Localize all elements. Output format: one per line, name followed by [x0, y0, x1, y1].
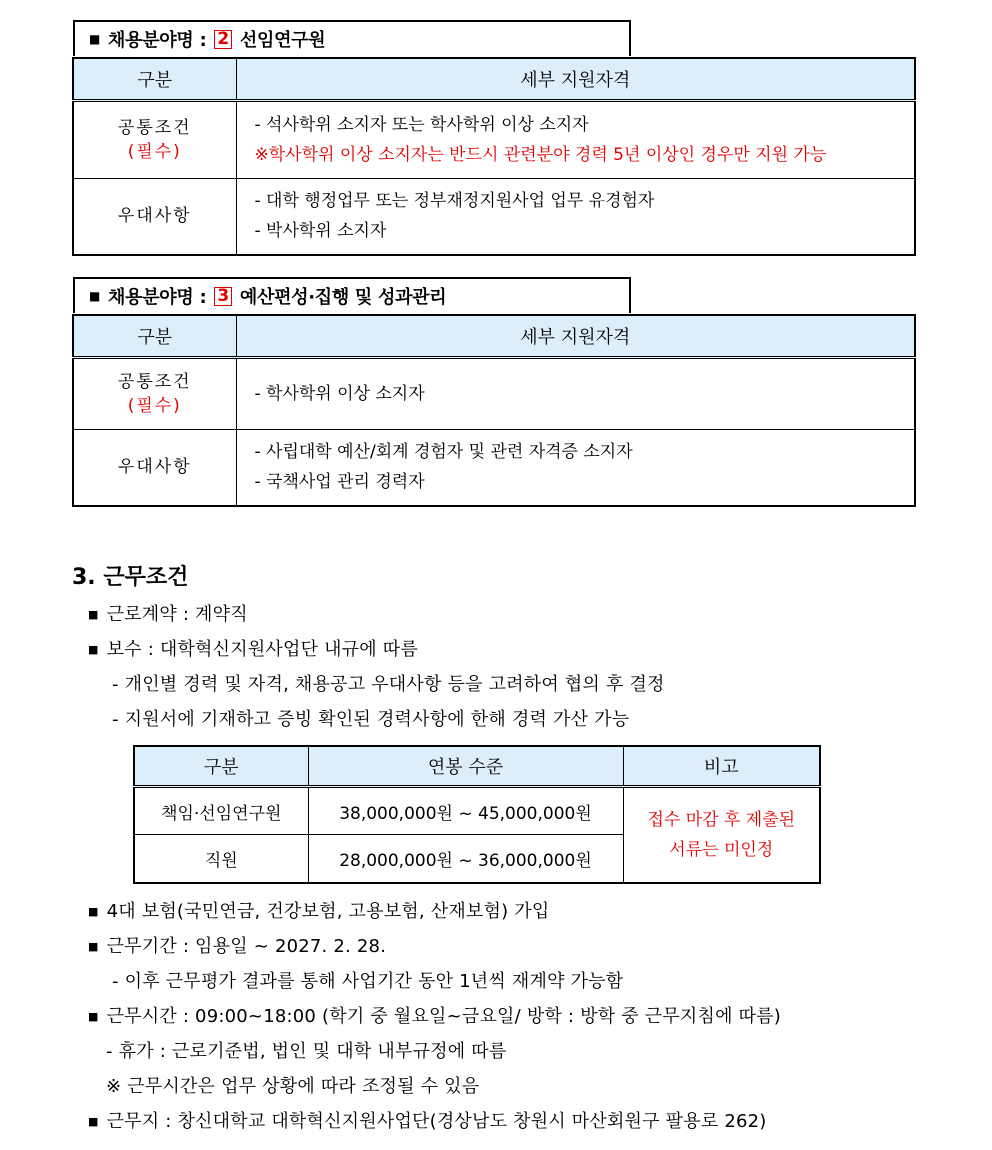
detail-line: - 대학 행정업무 또는 정부재정지원사업 업무 유경험자: [254, 191, 655, 212]
table-row: [73, 358, 915, 430]
detail-line: - 박사학위 소지자: [254, 221, 387, 242]
label-common: 공통조건: [117, 118, 192, 138]
field-number-badge: 3: [214, 287, 232, 306]
field-name: 선임연구원: [239, 30, 326, 51]
label-required: (필수): [127, 396, 182, 416]
salary-category: 직원: [134, 835, 308, 883]
header-detail: 세부 지원자격: [236, 58, 915, 101]
header-category: 구분: [73, 315, 236, 358]
insurance-text: 4대 보험(국민연금, 건강보험, 고용보험, 산재보험) 가입: [106, 901, 550, 922]
pay-sub-1: - 개인별 경력 및 자격, 채용공고 우대사항 등을 고려하여 협의 후 결정: [112, 674, 665, 695]
list-item: [88, 1002, 781, 1028]
square-bullet-icon: ■: [88, 940, 99, 953]
section-title: 3. 근무조건: [72, 565, 189, 590]
field-name: 예산편성·집행 및 성과관리: [239, 287, 447, 308]
field-tab-3: [73, 277, 631, 313]
header-category: 구분: [134, 746, 308, 787]
qualification-table-3: [72, 314, 916, 507]
row-label: [73, 101, 236, 179]
field-number-badge: 2: [214, 30, 232, 49]
square-bullet-icon: ■: [89, 289, 101, 303]
square-bullet-icon: ■: [88, 643, 99, 656]
note-line: 서류는 미인정: [669, 839, 774, 860]
list-item: [88, 897, 549, 923]
hours-text: 근무시간 : 09:00~18:00 (학기 중 월요일~금요일/ 방학 : 방학 중 근무지침에 따름): [106, 1006, 781, 1027]
detail-line: - 국책사업 관리 경력자: [254, 472, 425, 493]
list-item: [88, 635, 418, 661]
table-row: [73, 101, 915, 179]
table-row: [73, 430, 915, 506]
header-note: 비고: [623, 746, 820, 787]
field-label: 채용분야명 :: [108, 30, 207, 51]
list-item: [88, 600, 248, 626]
header-category: 구분: [73, 58, 236, 101]
field-tab-2: [73, 20, 631, 56]
row-label: 우대사항: [73, 430, 236, 506]
contract-text: 근로계약 : 계약직: [106, 604, 248, 625]
detail-line: - 학사학위 이상 소지자: [254, 384, 425, 404]
square-bullet-icon: ■: [89, 32, 101, 46]
pay-sub-2: - 지원서에 기재하고 증빙 확인된 경력사항에 한해 경력 가산 가능: [112, 709, 630, 730]
label-required: (필수): [127, 142, 182, 162]
field-label: 채용분야명 :: [108, 287, 207, 308]
note-line: 접수 마감 후 제출된: [647, 809, 796, 830]
period-text: 근무기간 : 임용일 ~ 2027. 2. 28.: [106, 936, 387, 957]
detail-line: - 석사학위 소지자 또는 학사학위 이상 소지자: [254, 115, 589, 135]
list-item: [88, 1107, 767, 1133]
salary-range: 28,000,000원 ~ 36,000,000원: [308, 835, 623, 883]
salary-note: [623, 787, 820, 883]
detail-warning: ※학사학위 이상 소지자는 반드시 관련분야 경력 5년 이상인 경우만 지원 가능: [254, 145, 827, 165]
square-bullet-icon: ■: [88, 905, 99, 918]
row-label: [73, 358, 236, 430]
period-sub: - 이후 근무평가 결과를 통해 사업기간 동안 1년씩 재계약 가능함: [112, 971, 624, 992]
detail-line: - 사립대학 예산/회계 경험자 및 관련 자격증 소지자: [254, 442, 633, 463]
label-common: 공통조건: [117, 372, 192, 392]
table-row: [134, 787, 820, 835]
list-item: [88, 932, 386, 958]
location-text: 근무지 : 창신대학교 대학혁신지원사업단(경상남도 창원시 마산회원구 팔용로 262): [106, 1111, 767, 1132]
header-salary: 연봉 수준: [308, 746, 623, 787]
qualification-table-2: [72, 57, 916, 256]
row-detail: [236, 358, 915, 430]
pay-text: 보수 : 대학혁신지원사업단 내규에 따름: [106, 639, 418, 660]
square-bullet-icon: ■: [88, 1115, 99, 1128]
header-detail: 세부 지원자격: [236, 315, 915, 358]
square-bullet-icon: ■: [88, 608, 99, 621]
salary-category: 책임·선임연구원: [134, 787, 308, 835]
table-row: [73, 179, 915, 255]
row-label: 우대사항: [73, 179, 236, 255]
hours-sub-2: ※ 근무시간은 업무 상황에 따라 조정될 수 있음: [106, 1076, 480, 1097]
square-bullet-icon: ■: [88, 1010, 99, 1023]
row-detail: [236, 179, 915, 255]
row-detail: [236, 101, 915, 179]
hours-sub-1: - 휴가 : 근로기준법, 법인 및 대학 내부규정에 따름: [106, 1041, 507, 1062]
salary-range: 38,000,000원 ~ 45,000,000원: [308, 787, 623, 835]
salary-table: [133, 745, 821, 884]
row-detail: [236, 430, 915, 506]
